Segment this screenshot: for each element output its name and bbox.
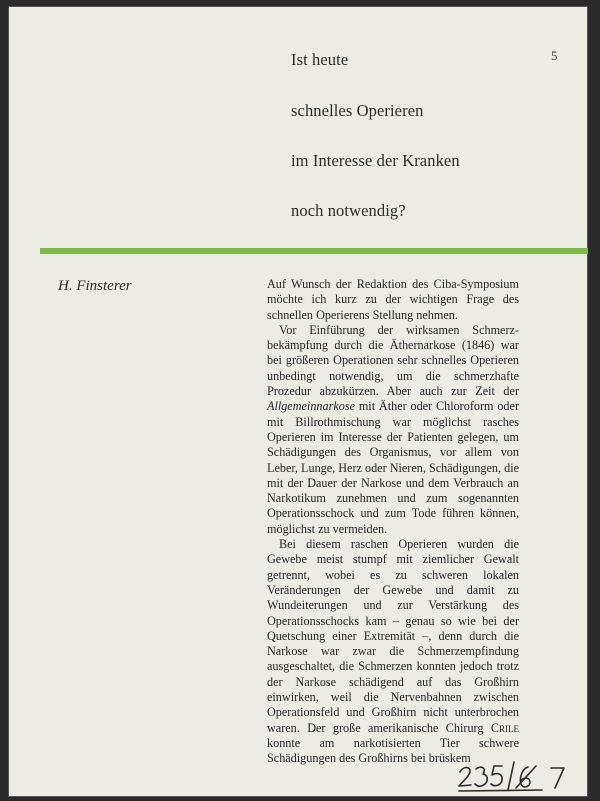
green-divider-rule	[40, 248, 588, 254]
author-name: H. Finsterer	[58, 278, 132, 294]
paragraph-2-emphasis: Allgemeinnarkose	[267, 399, 355, 414]
page-number: 5	[551, 48, 558, 63]
title-line-2: schnelles Operieren	[291, 101, 424, 120]
paragraph-1: Auf Wunsch der Redaktion des Ciba-Symposium möchte ich kurz zu der wichtigen Frage des schnellen Operierens Stellung nehmen.	[267, 277, 519, 322]
paragraph-3-name: Crile	[490, 720, 519, 735]
article-body	[267, 277, 519, 767]
title-line-3: im Interesse der Kranken	[291, 151, 460, 170]
paragraph-3	[267, 537, 519, 766]
paragraph-3-text-a: Bei diesem raschen Operieren wurden die Gewebe meist stumpf mit ziemlicher Gewalt getrennt, wobei es zu schweren lokalen Veränderungen der Gewebe und damit zu Wundeiterungen und zur Verstärkung des Operationsschocks kam – genau so wie bei der Quetschung einer Extremität –, denn durch die Narkose war zwar die Schmerzempfindung ausgeschaltet, die Schmerzen konnten jedoch trotz der Narkose schädigend auf das Großhirn einwirken, weil die Nervenbahnen zwischen Operationsfeld und Großhirn nicht unterbrochen waren. Der große amerikanische Chirurg	[267, 537, 519, 735]
title-line-1: Ist heute	[291, 50, 349, 69]
handwritten-archive-number	[456, 758, 576, 794]
paragraph-3-text-b: konnte am narkotisierten Tier schwere Schädigungen des Großhirns bei brüskem	[267, 735, 519, 766]
paragraph-2	[267, 323, 519, 537]
title-line-4: noch notwendig?	[291, 201, 406, 220]
paragraph-2-text-b: mit Äther oder Chloroform oder mit Billrothmischung war möglichst rasches Operieren im Interesse der Patienten gelegen, um Schädigungen des Organismus, vor allem von Leber, Lunge, Herz oder Nieren, Schädigungen, die mit der Dauer der Narkose und dem Verbrauch an Narkotikum zunehmen und zum sogenannten Operationsschock und zum Tode führen können, möglichst zu vermeiden.	[267, 399, 519, 536]
document-page	[8, 6, 588, 797]
paragraph-2-text-a: Vor Einführung der wirksamen Schmerzbekämpfung durch die Äthernarkose (1846) war bei größeren Operationen sehr schnelles Operieren unbedingt notwendig, um die schmerzhafte Prozedur abzukürzen. Aber auch zur Zeit der	[267, 322, 519, 399]
